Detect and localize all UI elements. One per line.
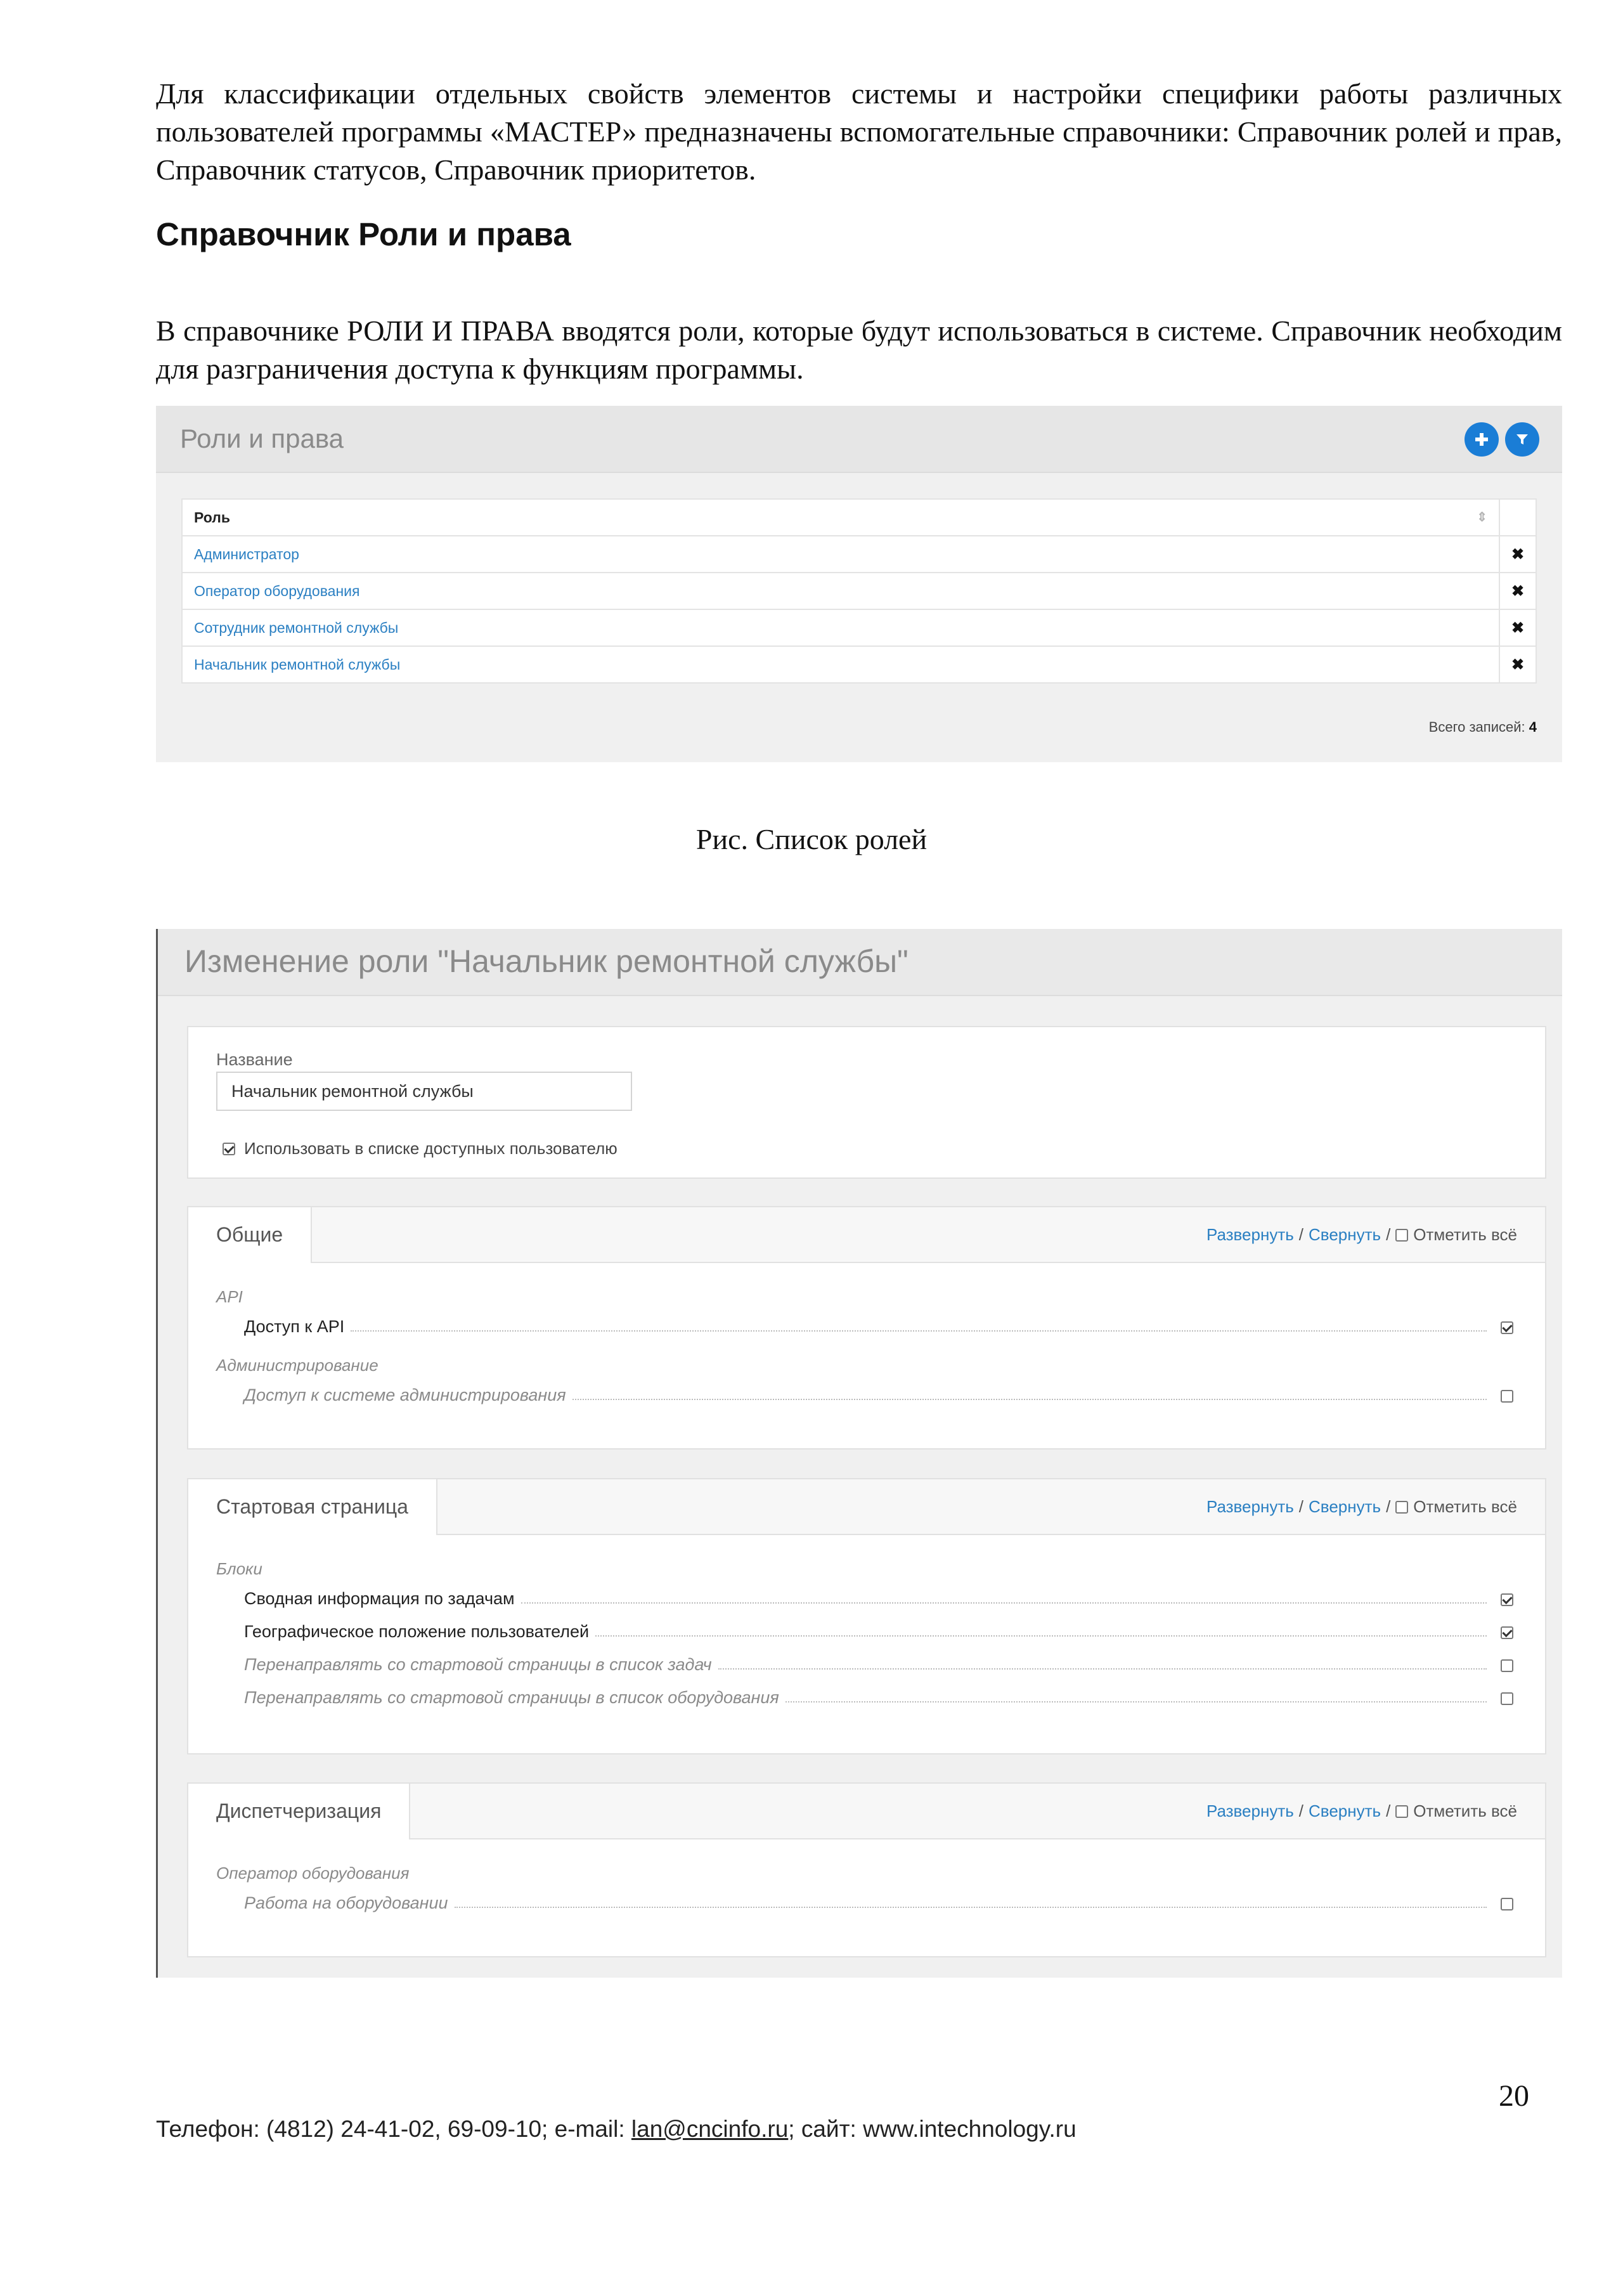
check-all-label: Отметить всё (1413, 1225, 1517, 1244)
roles-table-header-row (182, 499, 1536, 536)
leader-dots (718, 1668, 1487, 1670)
tab-dispatching[interactable]: Диспетчеризация (188, 1784, 410, 1839)
separator: / (1386, 1801, 1391, 1820)
table-row (182, 573, 1536, 609)
delete-icon[interactable]: ✖ (1499, 536, 1536, 573)
roles-panel (156, 406, 1562, 762)
use-in-list-row[interactable] (223, 1139, 618, 1158)
leader-dots (351, 1330, 1487, 1332)
plus-icon (1473, 431, 1490, 448)
check-all-checkbox[interactable] (1395, 1229, 1408, 1242)
group-label: API (216, 1287, 243, 1306)
role-link[interactable]: Начальник ремонтной службы (182, 646, 1499, 683)
permission-checkbox[interactable] (1501, 1321, 1513, 1334)
section-actions (1206, 1497, 1517, 1517)
collapse-link[interactable]: Свернуть (1309, 1801, 1381, 1820)
delete-icon[interactable]: ✖ (1499, 573, 1536, 609)
section-actions (1206, 1801, 1517, 1821)
permission-row (244, 1686, 1513, 1708)
role-name-card (187, 1026, 1546, 1179)
figure-caption: Рис. Список ролей (695, 823, 928, 855)
expand-link[interactable]: Развернуть (1206, 1801, 1294, 1820)
permission-row (244, 1653, 1513, 1675)
edit-role-panel (156, 929, 1562, 1978)
use-in-list-checkbox[interactable] (223, 1143, 235, 1155)
collapse-link[interactable]: Свернуть (1309, 1225, 1381, 1244)
group-label: Оператор оборудования (216, 1864, 410, 1883)
footer-contacts (156, 2116, 1077, 2143)
records-total: Всего записей: 4 (1428, 719, 1537, 735)
separator: / (1298, 1497, 1304, 1516)
role-link[interactable]: Оператор оборудования (182, 573, 1499, 609)
tab-start-page[interactable]: Стартовая страница (188, 1479, 437, 1535)
section-general (187, 1206, 1546, 1450)
collapse-link[interactable]: Свернуть (1309, 1497, 1381, 1516)
separator: / (1386, 1225, 1391, 1244)
check-all-checkbox[interactable] (1395, 1805, 1408, 1818)
check-all-checkbox[interactable] (1395, 1501, 1408, 1514)
section-start-page (187, 1478, 1546, 1754)
intro-paragraph: Для классификации отдельных свойств элементов системы и настройки специфики работы различных пользователей программы «МАСТЕР» предназначены вспомогательные справочники: Справочник ролей и прав, Справочник статусов, Справочник приоритетов. (156, 77, 1562, 186)
footer-email-link[interactable]: lan@cncinfo.ru (631, 2116, 789, 2142)
permission-row (244, 1620, 1513, 1642)
section-tabbar (188, 1207, 1545, 1263)
footer-site: ; сайт: www.intechnology.ru (788, 2116, 1077, 2142)
use-in-list-label: Использовать в списке доступных пользователю (244, 1139, 618, 1158)
permission-checkbox[interactable] (1501, 1692, 1513, 1705)
filter-button[interactable] (1505, 422, 1539, 457)
check-all-label: Отметить всё (1413, 1801, 1517, 1820)
leader-dots (521, 1602, 1487, 1604)
permission-label: Географическое положение пользователей (244, 1622, 590, 1641)
permission-label: Доступ к API (244, 1317, 345, 1336)
page-number: 20 (1499, 2079, 1529, 2113)
roles-table (181, 498, 1537, 684)
section-actions (1206, 1225, 1517, 1245)
section-dispatching (187, 1782, 1546, 1957)
permission-checkbox[interactable] (1501, 1390, 1513, 1403)
role-link[interactable]: Администратор (182, 536, 1499, 573)
check-all-label: Отметить всё (1413, 1497, 1517, 1516)
sort-icon[interactable]: ⇕ (1477, 510, 1487, 524)
role-column-header[interactable]: Роль ⇕ (182, 499, 1499, 536)
delete-icon[interactable]: ✖ (1499, 646, 1536, 683)
tab-general[interactable]: Общие (188, 1207, 312, 1263)
permission-label: Сводная информация по задачам (244, 1589, 515, 1608)
role-link[interactable]: Сотрудник ремонтной службы (182, 609, 1499, 646)
permission-label: Перенаправлять со стартовой страницы в список задач (244, 1655, 712, 1674)
filter-icon (1515, 432, 1530, 447)
edit-role-header (158, 929, 1562, 996)
permission-row (244, 1384, 1513, 1405)
delete-icon[interactable]: ✖ (1499, 609, 1536, 646)
permission-checkbox[interactable] (1501, 1898, 1513, 1910)
table-row (182, 536, 1536, 573)
permission-row (244, 1315, 1513, 1337)
edit-role-title: Изменение роли "Начальник ремонтной службы" (184, 944, 908, 979)
roles-panel-title: Роли и права (180, 424, 344, 453)
leader-dots (786, 1701, 1487, 1703)
permission-checkbox[interactable] (1501, 1626, 1513, 1639)
permission-checkbox[interactable] (1501, 1593, 1513, 1606)
section-tabbar (188, 1479, 1545, 1535)
permission-label: Доступ к системе администрирования (244, 1385, 566, 1404)
leader-dots (572, 1399, 1487, 1400)
roles-panel-header (156, 406, 1562, 473)
permission-label: Работа на оборудовании (244, 1893, 448, 1912)
add-role-button[interactable] (1465, 422, 1499, 457)
actions-column-header (1499, 499, 1536, 536)
name-label: Название (216, 1050, 293, 1069)
expand-link[interactable]: Развернуть (1206, 1225, 1294, 1244)
separator: / (1386, 1497, 1391, 1516)
permission-row (244, 1891, 1513, 1913)
group-label: Блоки (216, 1559, 262, 1578)
role-name-input[interactable]: Начальник ремонтной службы (216, 1072, 632, 1111)
description-paragraph: В справочнике РОЛИ И ПРАВА вводятся роли, которые будут использоваться в системе. Справочник необходим для разграничения доступа к функциям программы. (156, 315, 1562, 385)
group-label: Администрирование (216, 1356, 378, 1375)
leader-dots (595, 1635, 1487, 1637)
separator: / (1298, 1225, 1304, 1244)
section-tabbar (188, 1784, 1545, 1839)
leader-dots (455, 1907, 1487, 1908)
separator: / (1298, 1801, 1304, 1820)
expand-link[interactable]: Развернуть (1206, 1497, 1294, 1516)
permission-row (244, 1587, 1513, 1609)
permission-checkbox[interactable] (1501, 1659, 1513, 1672)
footer-phone: Телефон: (4812) 24-41-02, 69-09-10; e-mail: (156, 2116, 631, 2142)
table-row (182, 609, 1536, 646)
permission-label: Перенаправлять со стартовой страницы в список оборудования (244, 1688, 779, 1707)
section-title: Справочник Роли и права (156, 216, 571, 252)
table-row (182, 646, 1536, 683)
